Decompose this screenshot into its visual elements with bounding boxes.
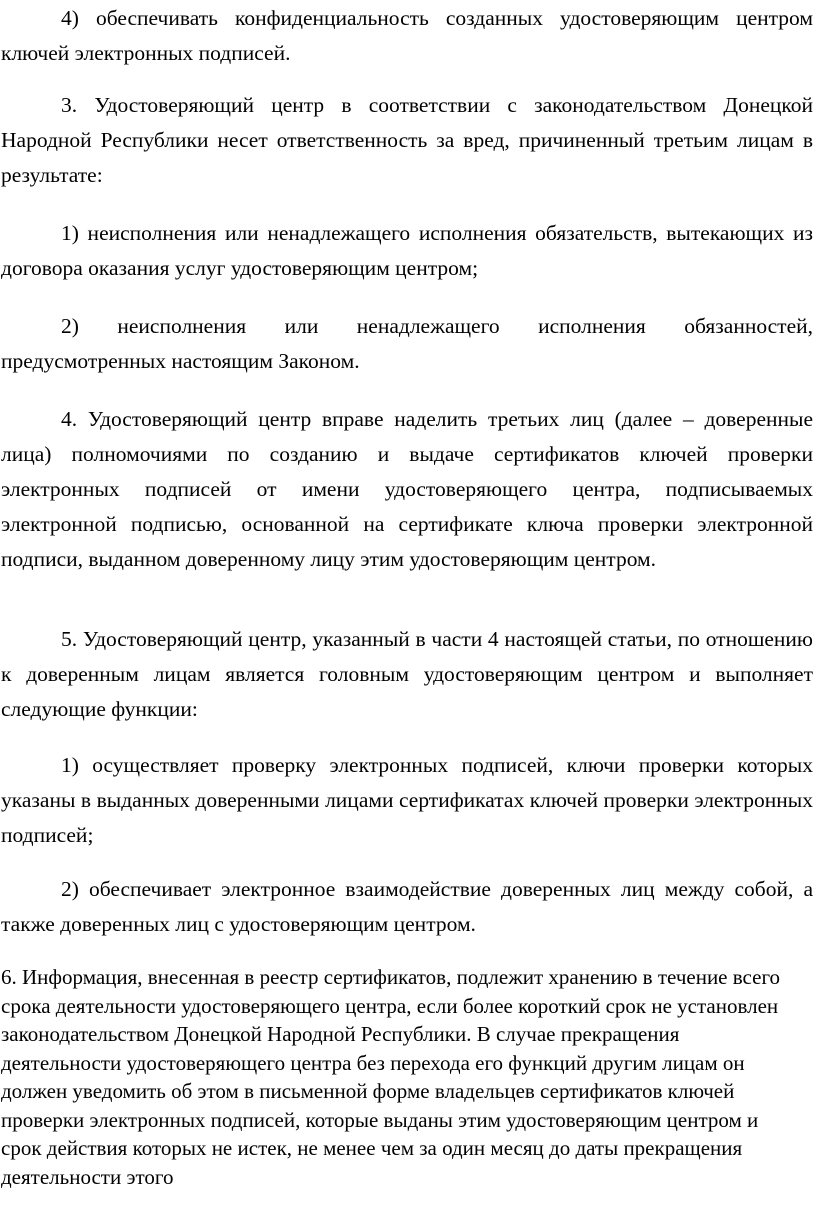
paragraph-item-2-duties: 2) неисполнения или ненадлежащего исполнения обязанностей, предусмотренных настоящим Законом. bbox=[1, 314, 813, 373]
paragraph-part-4-trusted-persons: 4. Удостоверяющий центр вправе наделить третьих лиц (далее – доверенные лица) полномочиями по созданию и выдаче сертификатов ключей проверки электронных подписей от имени удостоверяющего центра, подписываемых электронной подписью, основанной на сертификате ключа проверки электронной подписи, выданном доверенному лицу этим удостоверяющим центром. bbox=[1, 407, 813, 571]
paragraph-clause-4-confidentiality: 4) обеспечивать конфиденциальность созданных удостоверяющим центром ключей электронных подписей. bbox=[1, 6, 813, 65]
paragraph-function-1-verification: 1) осуществляет проверку электронных подписей, ключи проверки которых указаны в выданных доверенными лицами сертификатах ключей проверки электронных подписей; bbox=[1, 753, 813, 847]
paragraph-part-5-head-center: 5. Удостоверяющий центр, указанный в части 4 настоящей статьи, по отношению к доверенным лицам является головным удостоверяющим центром и выполняет следующие функции: bbox=[1, 627, 813, 721]
paragraph-function-2-interaction: 2) обеспечивает электронное взаимодействие доверенных лиц между собой, а также доверенных лиц с удостоверяющим центром. bbox=[1, 877, 813, 936]
paragraph-part-3-liability: 3. Удостоверяющий центр в соответствии с законодательством Донецкой Народной Республики несет ответственность за вред, причиненный третьим лицам в результате: bbox=[1, 93, 813, 187]
paragraph-item-1-obligations: 1) неисполнения или ненадлежащего исполнения обязательств, вытекающих из договора оказания услуг удостоверяющим центром; bbox=[1, 221, 813, 280]
paragraph-part-6-registry: 6. Информация, внесенная в реестр сертификатов, подлежит хранению в течение всего срока деятельности удостоверяющего центра, если более короткий срок не установлен законодательством Донецкой Народной Республики. В случае прекращения деятельности удостоверяющего центра без перехода его функций другим лицам он должен уведомить об этом в письменной форме владельцев сертификатов ключей проверки электронных подписей, которые выданы этим удостоверяющим центром и срок действия которых не истек, не менее чем за один месяц до даты прекращения деятельности этого bbox=[1, 965, 781, 1189]
